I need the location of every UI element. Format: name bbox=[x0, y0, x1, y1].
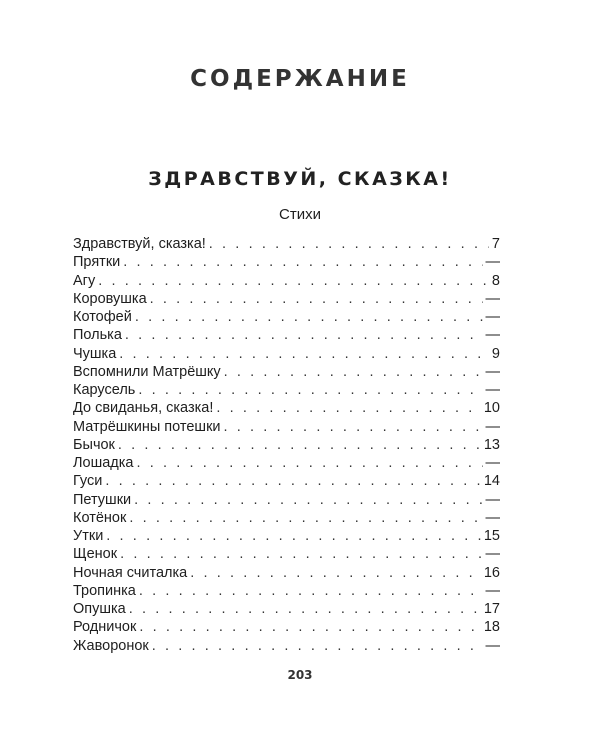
toc-entry-title: Вспомнили Матрёшку bbox=[73, 363, 221, 380]
toc-entry-page: 7 bbox=[491, 236, 500, 252]
toc-entry-page: — bbox=[485, 382, 500, 398]
toc-entry-title: Опушка bbox=[73, 601, 126, 617]
toc-entry-page: — bbox=[485, 546, 500, 563]
toc-entry-title: Ночная считалка bbox=[73, 564, 188, 581]
toc-entry-title: Котёнок bbox=[73, 509, 127, 526]
toc-leader-dots bbox=[136, 454, 482, 472]
toc-entry[interactable] bbox=[73, 326, 500, 344]
toc-leader-dots bbox=[120, 545, 482, 563]
toc-leader-dots bbox=[216, 399, 481, 417]
toc-leader-dots bbox=[119, 345, 489, 363]
toc-entry-title: Щенок bbox=[73, 546, 118, 563]
toc-entry[interactable] bbox=[73, 272, 500, 290]
toc-leader-dots bbox=[139, 582, 483, 600]
toc-entry-page: — bbox=[485, 254, 500, 271]
toc-entry-title: Прятки bbox=[73, 254, 121, 271]
toc-leader-dots bbox=[129, 509, 482, 527]
toc-entry[interactable] bbox=[73, 253, 500, 271]
toc-entry-title: Чушка bbox=[73, 345, 117, 362]
toc-entry-page: — bbox=[485, 637, 500, 654]
toc-entry-title: Утки bbox=[73, 528, 104, 544]
toc-entry[interactable] bbox=[73, 582, 500, 600]
toc-entry[interactable] bbox=[73, 637, 500, 655]
toc-leader-dots bbox=[224, 363, 483, 381]
toc-leader-dots bbox=[190, 564, 481, 582]
toc-leader-dots bbox=[98, 272, 489, 290]
toc-entry[interactable] bbox=[73, 436, 500, 454]
toc-entry[interactable] bbox=[73, 527, 500, 545]
page-title: СОДЕРЖАНИЕ bbox=[190, 66, 410, 92]
toc-entry[interactable] bbox=[73, 491, 500, 509]
toc-entry-page: — bbox=[485, 290, 500, 307]
toc-leader-dots bbox=[209, 235, 489, 253]
toc-entry-page: — bbox=[485, 582, 500, 599]
toc-entry-page: 10 bbox=[483, 400, 500, 417]
toc-leader-dots bbox=[129, 600, 481, 618]
toc-entry[interactable] bbox=[73, 290, 500, 308]
toc-entry-page: 17 bbox=[483, 601, 500, 617]
section-subtitle: Стихи bbox=[279, 206, 321, 223]
toc-leader-dots bbox=[150, 290, 483, 308]
toc-leader-dots bbox=[152, 637, 483, 655]
toc-leader-dots bbox=[125, 326, 483, 344]
toc-entry-title: Матрёшкины потешки bbox=[73, 418, 221, 435]
toc-entry-page: — bbox=[485, 363, 500, 380]
toc-leader-dots bbox=[118, 436, 481, 454]
toc-entry-page: 14 bbox=[483, 473, 500, 490]
toc-entry-title: Котофей bbox=[73, 309, 132, 325]
toc-entry-title: Родничок bbox=[73, 619, 137, 636]
toc-entry[interactable] bbox=[73, 618, 500, 636]
toc-entry-title: До свиданья, сказка! bbox=[73, 400, 214, 417]
toc-entry-page: — bbox=[485, 455, 500, 471]
toc-entry-page: 8 bbox=[491, 272, 500, 289]
toc-entry-title: Агу bbox=[73, 272, 96, 289]
toc-entry-page: 13 bbox=[483, 436, 500, 453]
toc-entry-page: — bbox=[485, 327, 500, 344]
toc-entry-title: Коровушка bbox=[73, 290, 147, 307]
toc-entry-title: Жаворонок bbox=[73, 637, 149, 654]
toc-leader-dots bbox=[135, 308, 483, 326]
toc-entry-title: Бычок bbox=[73, 436, 115, 453]
toc-entry-page: — bbox=[485, 509, 500, 526]
toc-entry-page: 15 bbox=[483, 528, 500, 544]
section-title: ЗДРАВСТВУЙ, СКАЗКА! bbox=[148, 168, 452, 190]
toc-entry[interactable] bbox=[73, 472, 500, 490]
toc-entry[interactable] bbox=[73, 600, 500, 618]
toc-entry[interactable] bbox=[73, 545, 500, 563]
toc-leader-dots bbox=[123, 253, 482, 271]
toc-entry-page: 16 bbox=[483, 564, 500, 581]
toc-leader-dots bbox=[224, 418, 483, 436]
toc-entry[interactable] bbox=[73, 564, 500, 582]
toc-entry-title: Здравствуй, сказка! bbox=[73, 236, 206, 252]
toc-entry-title: Гуси bbox=[73, 473, 103, 490]
toc-entry-page: — bbox=[485, 491, 500, 508]
toc-entry-page: — bbox=[485, 309, 500, 325]
toc-entry[interactable] bbox=[73, 235, 500, 253]
toc-entry-title: Полька bbox=[73, 327, 122, 344]
toc-entry[interactable] bbox=[73, 345, 500, 363]
toc-entry[interactable] bbox=[73, 399, 500, 417]
toc-entry-page: 9 bbox=[491, 345, 500, 362]
toc-entry[interactable] bbox=[73, 308, 500, 326]
toc-entry-title: Петушки bbox=[73, 491, 132, 508]
toc-entry[interactable] bbox=[73, 509, 500, 527]
toc-entry-page: — bbox=[485, 418, 500, 435]
toc-entry[interactable] bbox=[73, 454, 500, 472]
toc-entry[interactable] bbox=[73, 418, 500, 436]
toc-entry[interactable] bbox=[73, 363, 500, 381]
toc-leader-dots bbox=[106, 527, 481, 545]
toc-leader-dots bbox=[138, 381, 482, 399]
toc-entry-title: Карусель bbox=[73, 382, 136, 398]
table-of-contents bbox=[73, 235, 500, 655]
toc-entry[interactable] bbox=[73, 381, 500, 399]
toc-entry-page: 18 bbox=[483, 619, 500, 636]
toc-leader-dots bbox=[105, 472, 481, 490]
toc-entry-title: Лошадка bbox=[73, 455, 134, 471]
page-number: 203 bbox=[287, 668, 313, 682]
toc-entry-title: Тропинка bbox=[73, 582, 136, 599]
toc-leader-dots bbox=[139, 618, 481, 636]
toc-leader-dots bbox=[134, 491, 482, 509]
